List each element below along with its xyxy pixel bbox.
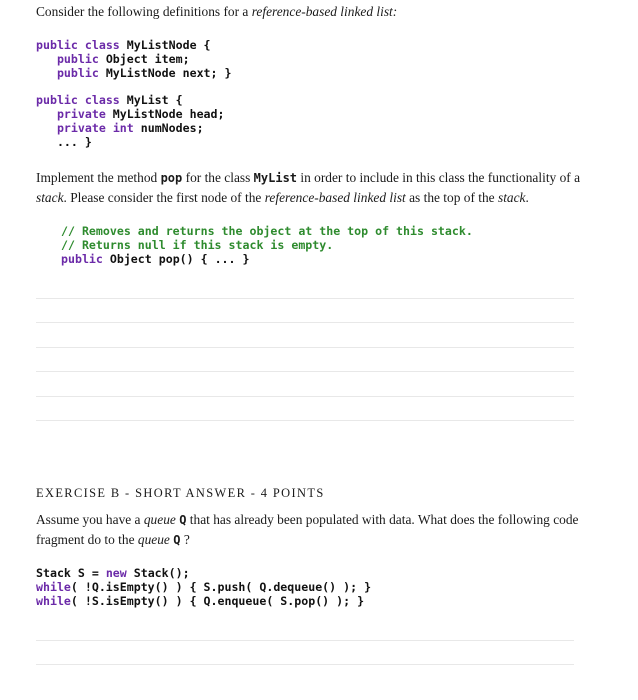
intro-text: Consider the following definitions for a reference-based linked list: — [36, 4, 398, 19]
question-a-text: Implement the method pop for the class MyList in order to include in this class the functionality of a stack. Please consider the first node of the reference-based linked list as the top of the stack. — [36, 170, 581, 205]
code-line: while( !S.isEmpty() ) { Q.enqueue( S.pop() ); } — [36, 594, 365, 608]
exercise-b-heading: EXERCISE B - SHORT ANSWER - 4 POINTS — [36, 486, 325, 500]
exercise-b-text: Assume you have a queue Q that has already been populated with data. What does the following code fragment do to the queue Q ? — [36, 512, 579, 547]
code-line: public class MyList { — [36, 93, 183, 107]
code-line: private MyListNode head; — [56, 107, 225, 121]
code-line: while( !Q.isEmpty() ) { S.push( Q.dequeue() ); } — [36, 580, 372, 594]
answer-line — [36, 371, 574, 372]
answer-line — [36, 420, 574, 421]
answer-line — [36, 298, 574, 299]
code-line: ... } — [56, 135, 92, 149]
code-comment: // Returns null if this stack is empty. — [61, 238, 334, 252]
answer-line — [36, 664, 574, 665]
code-stack-queue — [36, 566, 371, 608]
code-line: private int numNodes; — [56, 121, 204, 135]
code-line: Stack S = new Stack(); — [36, 566, 190, 580]
answer-line — [36, 396, 574, 397]
code-mylist — [36, 93, 225, 149]
code-comment: // Removes and returns the object at the top of this stack. — [61, 224, 473, 238]
answer-line — [36, 347, 574, 348]
code-line: public Object pop() { ... } — [61, 252, 250, 266]
code-pop-signature — [61, 224, 473, 266]
code-line: public class MyListNode { — [36, 38, 211, 52]
code-mylistnode — [36, 38, 231, 80]
code-line: public Object item; — [56, 52, 190, 66]
answer-line — [36, 322, 574, 323]
answer-line — [36, 640, 574, 641]
code-line: public MyListNode next; } — [56, 66, 232, 80]
